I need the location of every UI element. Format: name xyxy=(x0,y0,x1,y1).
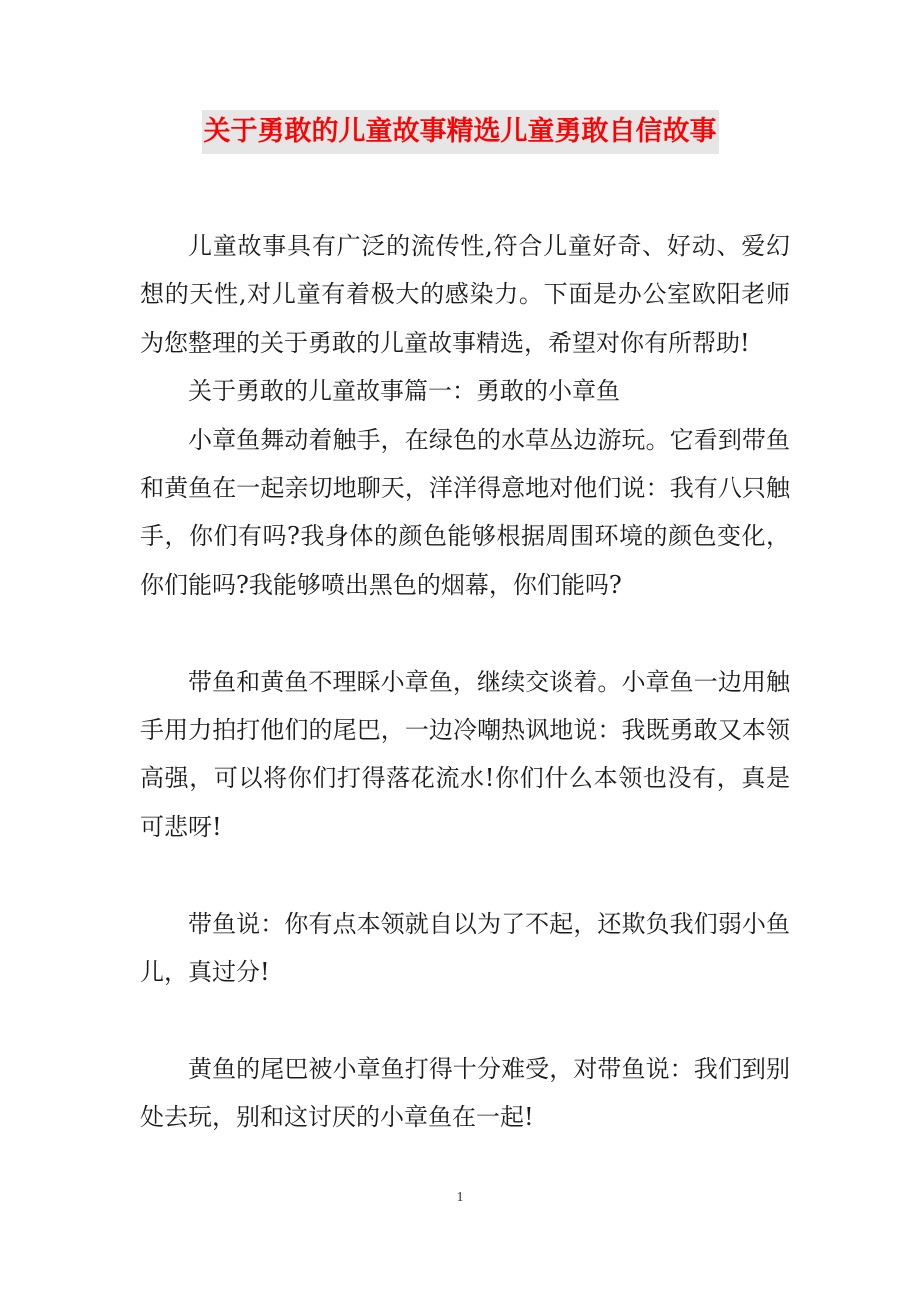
document-body xyxy=(140,222,790,1142)
paragraph-gap xyxy=(140,996,790,1044)
paragraph-gap xyxy=(140,851,790,899)
story-paragraph-3: 带鱼说：你有点本领就自以为了不起，还欺负我们弱小鱼儿，真过分! xyxy=(140,909,790,987)
title-container xyxy=(0,110,920,154)
story-paragraph-4: 黄鱼的尾巴被小章鱼打得十分难受，对带鱼说：我们到别处去玩，别和这讨厌的小章鱼在一起! xyxy=(140,1054,790,1132)
story-paragraph-1: 小章鱼舞动着触手，在绿色的水草丛边游玩。它看到带鱼和黄鱼在一起亲切地聊天，洋洋得意地对他们说：我有八只触手，你们有吗?我身体的颜色能够根据周围环境的颜色变化，你们能吗?我能够喷出黑色的烟幕，你们能吗? xyxy=(140,425,790,599)
story-paragraph-2: 带鱼和黄鱼不理睬小章鱼，继续交谈着。小章鱼一边用触手用力拍打他们的尾巴，一边冷嘲热讽地说：我既勇敢又本领高强，可以将你们打得落花流水!你们什么本领也没有，真是可悲呀! xyxy=(140,667,790,841)
document-title: 关于勇敢的儿童故事精选儿童勇敢自信故事 xyxy=(202,110,719,154)
section-heading: 关于勇敢的儿童故事篇一：勇敢的小章鱼 xyxy=(188,377,620,406)
paragraph-gap xyxy=(140,609,790,657)
page-number: 1 xyxy=(456,1190,464,1205)
intro-paragraph: 儿童故事具有广泛的流传性,符合儿童好奇、好动、爱幻想的天性,对儿童有着极大的感染力。下面是办公室欧阳老师为您整理的关于勇敢的儿童故事精选，希望对你有所帮助! xyxy=(140,232,790,357)
